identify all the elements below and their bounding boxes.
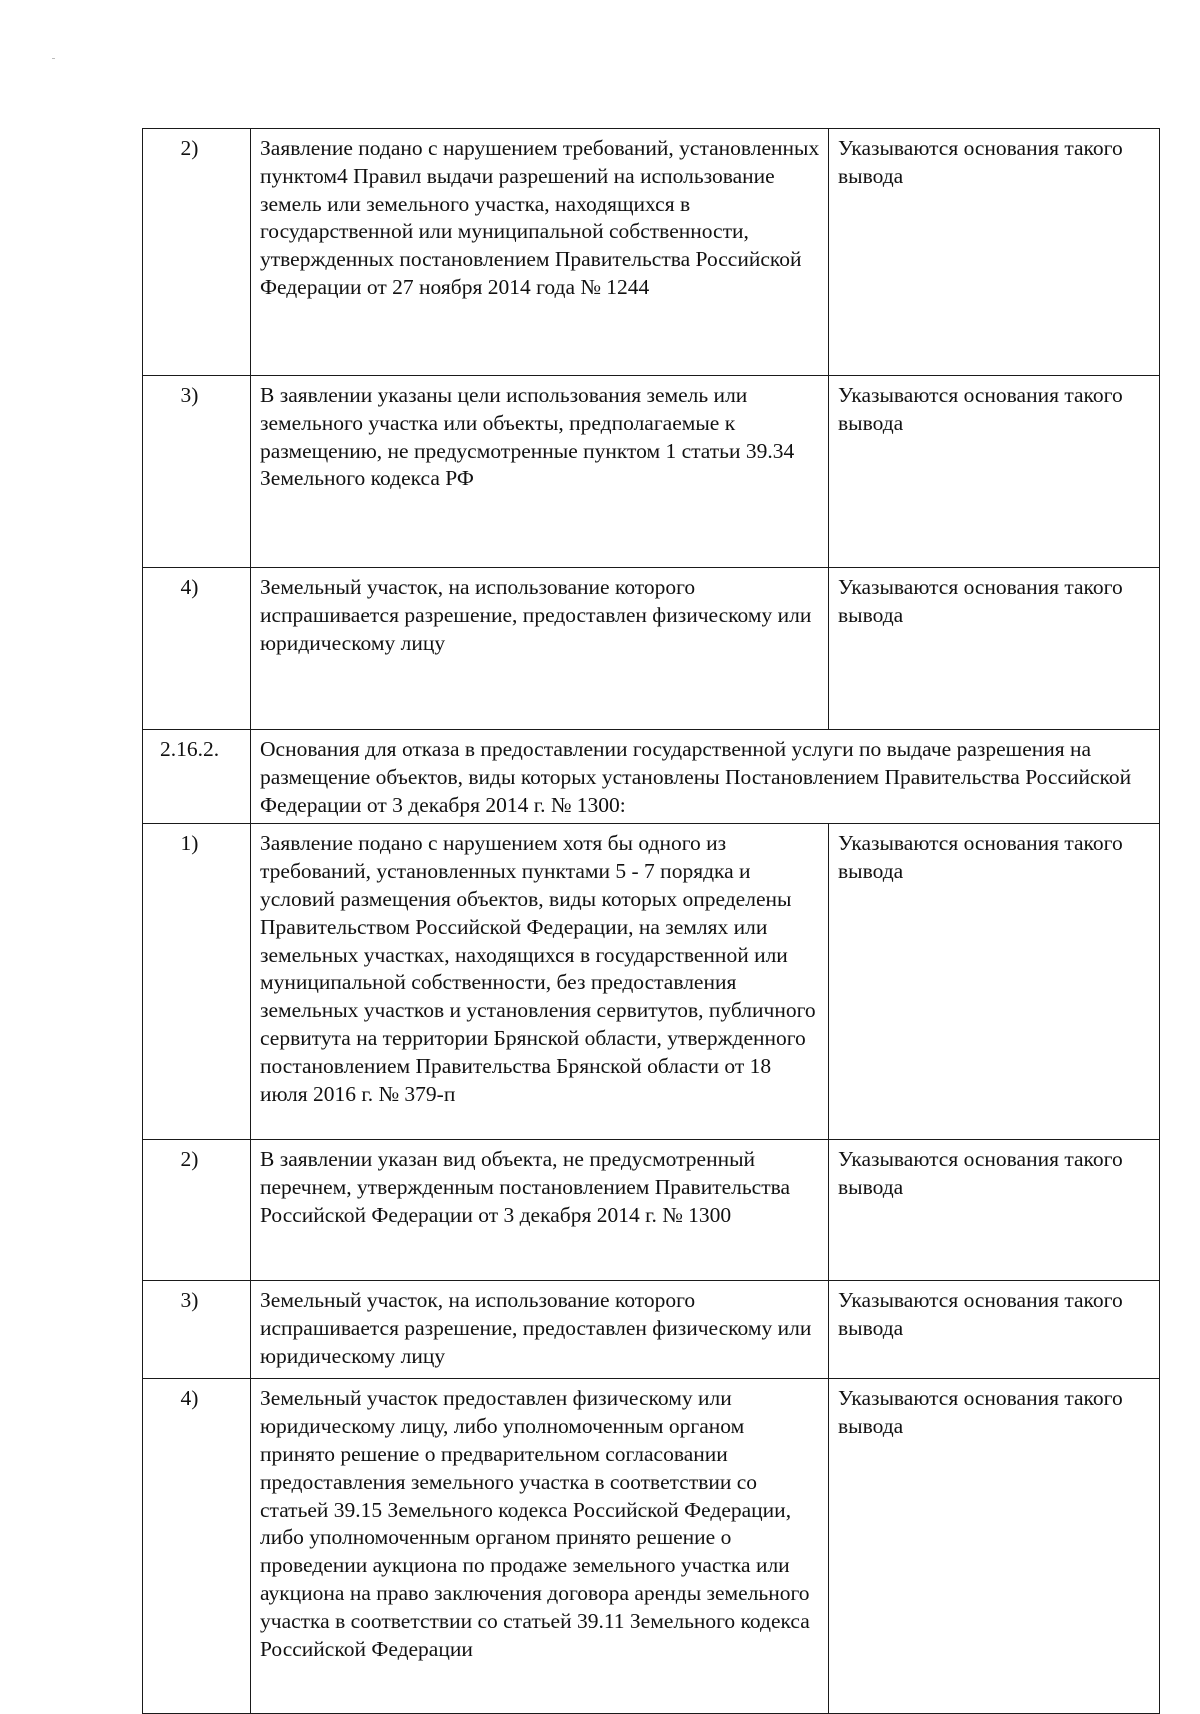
row-text: В заявлении указан вид объекта, не предусмотренный перечнем, утвержденным постановлением Правительства Российской Федерации от 3 декабря 2014 г. № 1300 bbox=[251, 1140, 829, 1281]
row-text: Земельный участок, на использование которого испрашивается разрешение, предоставлен физическому или юридическому лицу bbox=[251, 568, 829, 730]
row-note: Указываются основания такого вывода bbox=[829, 1281, 1160, 1379]
row-note: Указываются основания такого вывода bbox=[829, 376, 1160, 568]
table-row bbox=[143, 1140, 1160, 1281]
row-number: 3) bbox=[143, 1281, 251, 1379]
row-number: 4) bbox=[143, 1379, 251, 1714]
row-text-part: Заявление подано с нарушением требований, установленных пунктом4 Правил выдачи разрешений на использование земель или земельного участка, находящихся в государственной или муниципальной собственности, утвержденных постановлением Правительства Российской bbox=[260, 136, 820, 272]
row-text: В заявлении указаны цели использования земель или земельного участка или объекты, предполагаемые к размещению, не предусмотренные пунктом 1 статьи 39.34 Земельного кодекса РФ bbox=[251, 376, 829, 568]
row-text-part: Федерации от 27 ноября 2014 года № 1244 bbox=[260, 274, 650, 299]
table-row bbox=[143, 1281, 1160, 1379]
grounds-table bbox=[142, 128, 1160, 1714]
table-row bbox=[143, 376, 1160, 568]
scan-mark bbox=[52, 58, 55, 59]
row-note: Указываются основания такого вывода bbox=[829, 129, 1160, 376]
row-number: 2) bbox=[143, 129, 251, 376]
row-text bbox=[251, 129, 829, 376]
table-row bbox=[143, 824, 1160, 1140]
table-row bbox=[143, 129, 1160, 376]
row-note: Указываются основания такого вывода bbox=[829, 1140, 1160, 1281]
row-note: Указываются основания такого вывода bbox=[829, 568, 1160, 730]
row-note: Указываются основания такого вывода bbox=[829, 1379, 1160, 1714]
row-text: Земельный участок, на использование которого испрашивается разрешение, предоставлен физическому или юридическому лицу bbox=[251, 1281, 829, 1379]
row-number: 3) bbox=[143, 376, 251, 568]
row-note: Указываются основания такого вывода bbox=[829, 824, 1160, 1140]
table-row bbox=[143, 568, 1160, 730]
table-row bbox=[143, 1379, 1160, 1714]
table-row bbox=[143, 730, 1160, 824]
section-number: 2.16.2. bbox=[143, 730, 251, 824]
section-heading: Основания для отказа в предоставлении государственной услуги по выдаче разрешения на размещение объектов, виды которых установлены Постановлением Правительства Российской Федерации от 3 декабря 2014 г. № 1300: bbox=[251, 730, 1160, 824]
row-number: 4) bbox=[143, 568, 251, 730]
row-text: Заявление подано с нарушением хотя бы одного из требований, установленных пунктами 5 - 7 порядка и условий размещения объектов, виды которых определены Правительством Российской Федерации, на землях или земельных участках, находящихся в государственной или муниципальной собственности, без предоставления земельных участков и установления сервитутов, публичного сервитута на территории Брянской области, утвержденного постановлением Правительства Брянской области от 18 июля 2016 г. № 379-п bbox=[251, 824, 829, 1140]
row-text: Земельный участок предоставлен физическому или юридическому лицу, либо уполномоченным органом принято решение о предварительном согласовании предоставления земельного участка в соответствии со статьей 39.15 Земельного кодекса Российской Федерации, либо уполномоченным органом принято решение о проведении аукциона по продаже земельного участка или аукциона на право заключения договора аренды земельного участка в соответствии со статьей 39.11 Земельного кодекса Российской Федерации bbox=[251, 1379, 829, 1714]
row-number: 2) bbox=[143, 1140, 251, 1281]
row-number: 1) bbox=[143, 824, 251, 1140]
